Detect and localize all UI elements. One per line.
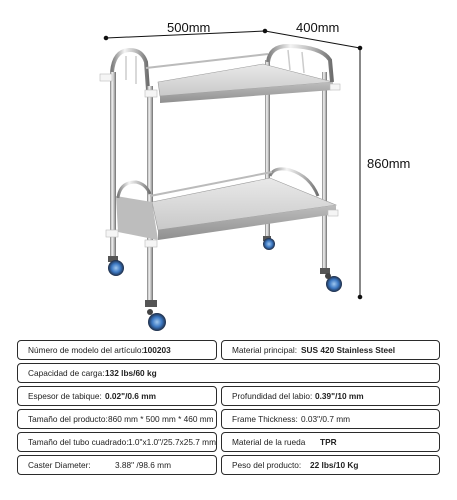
spec-label: Caster Diameter: [28,460,91,470]
spec-frame-thickness [221,409,440,429]
spec-capacity [17,363,440,383]
spec-value: 0.39"/10 mm [315,391,364,401]
spec-value: 0.02"/0.6 mm [105,391,156,401]
spec-tube-size [17,432,217,452]
spec-value: 860 mm * 500 mm * 460 mm [108,414,214,424]
spec-label: Capacidad de carga: [28,368,105,378]
spec-label: Tamaño del producto: [28,414,108,424]
spec-value: 0.03"/0.7 mm [301,414,351,424]
spec-label: Peso del producto: [232,460,302,470]
spec-value: 3.88" /98.6 mm [115,460,171,470]
spec-value: 100203 [143,345,171,355]
width-dimension-label: 500mm [167,20,211,35]
depth-dimension-label: 400mm [296,20,340,35]
spec-material [221,340,440,360]
spec-label: Profundidad del labio: [232,391,313,401]
spec-wheel-material [221,432,440,452]
spec-caster-diameter [17,455,217,475]
spec-label: Material principal: [232,345,298,355]
spec-label: Tamaño del tubo cuadrado: [28,437,129,447]
spec-value: 132 lbs/60 kg [105,368,157,378]
spec-model [17,340,217,360]
spec-value: 1.0"x1.0"/25.7x25.7 mm [128,437,216,447]
spec-label: Número de modelo del artículo: [28,345,144,355]
casters [108,236,342,331]
spec-label: Frame Thickness: [232,414,298,424]
spec-label: Espesor de tabique: [28,391,102,401]
spec-label: Material de la rueda [232,437,306,447]
spec-value: 22 lbs/10 Kg [310,460,359,470]
spec-value: SUS 420 Stainless Steel [301,345,396,355]
spec-product-size [17,409,217,429]
spec-wall-thickness [17,386,217,406]
spec-value: TPR [320,437,337,447]
spec-lip-depth [221,386,440,406]
spec-product-weight [221,455,440,475]
height-dimension-label: 860mm [367,156,411,171]
